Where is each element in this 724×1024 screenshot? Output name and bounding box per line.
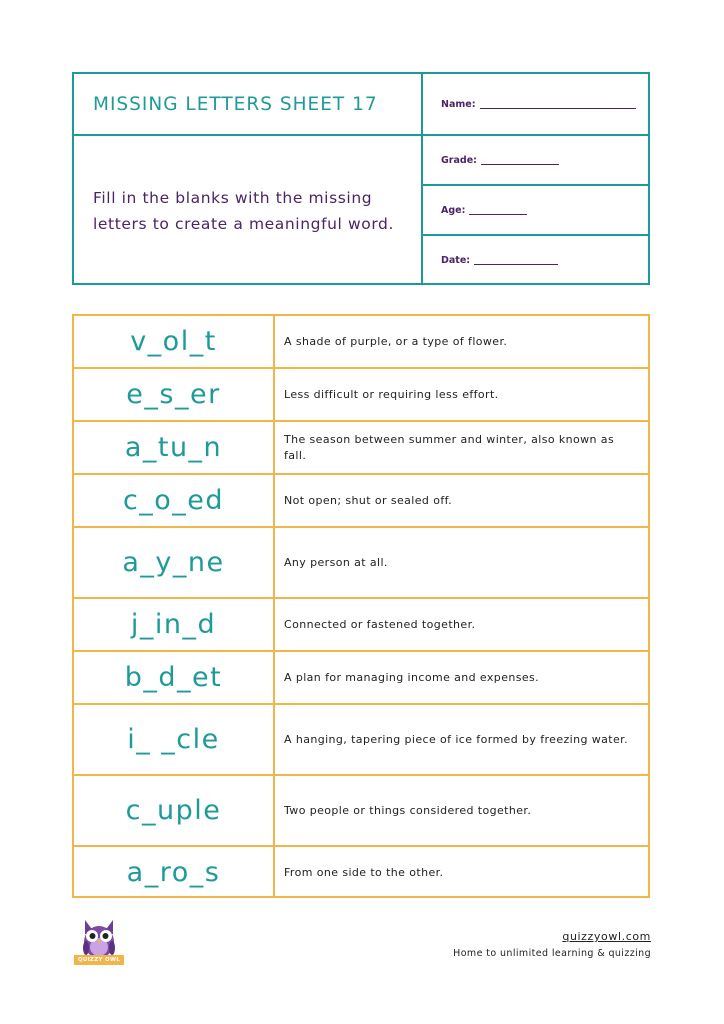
word-table — [72, 314, 650, 898]
table-row — [74, 316, 648, 369]
missing-letter-word: c_uple — [74, 776, 275, 845]
missing-letter-word: v_ol_t — [74, 316, 275, 367]
date-label: Date: — [441, 255, 471, 266]
word-definition: From one side to the other. — [284, 865, 444, 879]
logo-label: QUIZZY OWL — [74, 955, 124, 965]
missing-letter-word: a_tu_n — [74, 422, 275, 473]
table-row — [74, 847, 648, 898]
table-row — [74, 528, 648, 599]
tagline: Home to unlimited learning & quizzing — [453, 948, 651, 959]
missing-letter-word: b_d_et — [74, 652, 275, 703]
name-field[interactable] — [423, 74, 650, 136]
word-definition: Connected or fastened together. — [284, 617, 476, 631]
table-row — [74, 776, 648, 847]
age-label: Age: — [441, 204, 466, 216]
table-row — [74, 475, 648, 528]
table-row — [74, 652, 648, 705]
word-definition: A plan for managing income and expenses. — [284, 670, 540, 684]
site-link[interactable]: quizzyowl.com — [562, 930, 651, 943]
table-row — [74, 369, 648, 422]
word-definition: Two people or things considered together. — [284, 803, 532, 817]
missing-letter-word: a_ro_s — [74, 847, 275, 898]
word-definition: Not open; shut or sealed off. — [284, 493, 452, 507]
word-definition: Any person at all. — [284, 555, 388, 569]
age-field[interactable] — [423, 186, 650, 236]
missing-letter-word: e_s_er — [74, 369, 275, 420]
name-label: Name: — [441, 98, 476, 110]
table-row — [74, 422, 648, 475]
date-line — [474, 256, 558, 265]
table-row — [74, 705, 648, 776]
missing-letter-word: a_y_ne — [74, 528, 275, 597]
name-line — [480, 100, 636, 109]
missing-letter-word: j_in_d — [74, 599, 275, 650]
grade-label: Grade: — [441, 154, 477, 166]
word-definition: A shade of purple, or a type of flower. — [284, 334, 508, 348]
age-line — [469, 206, 527, 215]
table-row — [74, 599, 648, 652]
word-definition: Less difficult or requiring less effort. — [284, 387, 499, 401]
date-field[interactable] — [423, 236, 650, 285]
grade-field[interactable] — [423, 136, 650, 186]
missing-letter-word: i_ _cle — [74, 705, 275, 774]
worksheet-header — [72, 72, 650, 285]
missing-letter-word: c_o_ed — [74, 475, 275, 526]
grade-line — [481, 156, 559, 165]
worksheet-title: MISSING LETTERS SHEET 17 — [74, 74, 423, 136]
word-definition: A hanging, tapering piece of ice formed by freezing water. — [284, 732, 628, 746]
instructions: Fill in the blanks with the missing letters to create a meaningful word. — [74, 136, 423, 285]
word-definition: The season between summer and winter, also known as fall. — [284, 432, 615, 462]
